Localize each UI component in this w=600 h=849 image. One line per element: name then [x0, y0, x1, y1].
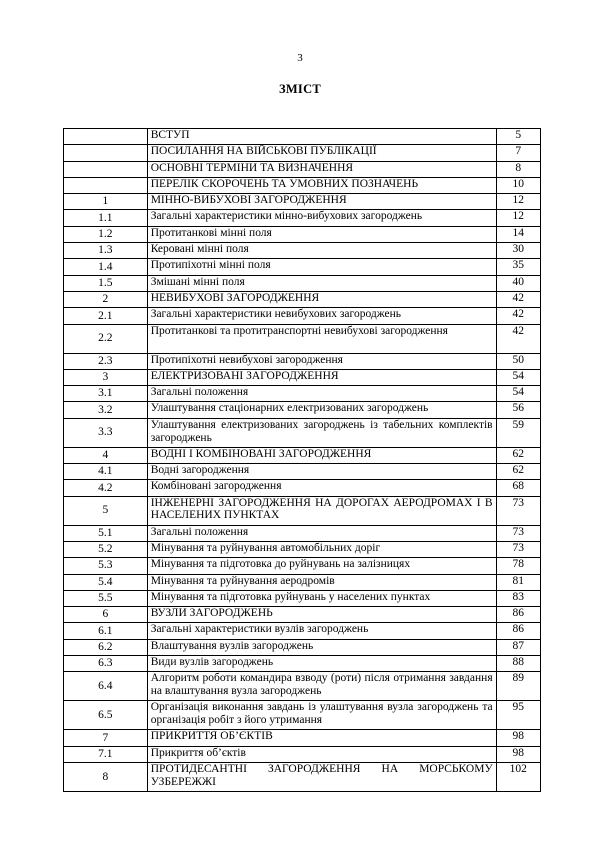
table-row	[64, 161, 541, 177]
page-reference: 8	[496, 161, 540, 177]
section-number: 8	[64, 762, 148, 791]
section-number: 3.1	[64, 386, 148, 402]
section-title: Алгоритм роботи командира взводу (роти) після отримання завдання на влаштування вузла загороджень	[147, 672, 496, 701]
page-reference: 54	[496, 386, 540, 402]
section-title: Загальні характеристики вузлів загороджень	[147, 623, 496, 639]
section-number: 5.1	[64, 525, 148, 541]
page-reference: 42	[496, 324, 540, 353]
table-row	[64, 145, 541, 161]
section-title: Види вузлів загороджень	[147, 656, 496, 672]
table-row	[64, 308, 541, 324]
table-row	[64, 369, 541, 385]
section-title: Загальні положення	[147, 386, 496, 402]
section-number: 5.4	[64, 574, 148, 590]
table-row	[64, 656, 541, 672]
section-number: 3	[64, 369, 148, 385]
section-title: Мінування та руйнування аеродромів	[147, 574, 496, 590]
table-row	[64, 386, 541, 402]
section-number: 2	[64, 291, 148, 307]
page-reference: 83	[496, 590, 540, 606]
section-number: 1	[64, 194, 148, 210]
section-title: Влаштування вузлів загороджень	[147, 639, 496, 655]
section-number: 6.3	[64, 656, 148, 672]
table-row	[64, 701, 541, 730]
section-number: 6	[64, 607, 148, 623]
section-title: ПОСИЛАННЯ НА ВІЙСЬКОВІ ПУБЛІКАЦІЇ	[147, 145, 496, 161]
section-title: Змішані мінні поля	[147, 275, 496, 291]
section-title: НЕВИБУХОВІ ЗАГОРОДЖЕННЯ	[147, 291, 496, 307]
page-reference: 30	[496, 243, 540, 259]
section-number	[64, 177, 148, 193]
section-title: ВСТУП	[147, 129, 496, 145]
page-reference: 78	[496, 558, 540, 574]
page-reference: 40	[496, 275, 540, 291]
section-title: Мінування та руйнування автомобільних доріг	[147, 541, 496, 557]
page-reference: 95	[496, 701, 540, 730]
section-title: Загальні положення	[147, 525, 496, 541]
page-reference: 5	[496, 129, 540, 145]
page-reference: 98	[496, 730, 540, 746]
page-reference: 73	[496, 525, 540, 541]
section-title: ВОДНІ І КОМБІНОВАНІ ЗАГОРОДЖЕННЯ	[147, 447, 496, 463]
section-number: 6.2	[64, 639, 148, 655]
section-number: 4.1	[64, 464, 148, 480]
section-number: 7.1	[64, 746, 148, 762]
page-reference: 86	[496, 623, 540, 639]
table-row	[64, 447, 541, 463]
section-title: Водні загородження	[147, 464, 496, 480]
page-reference: 87	[496, 639, 540, 655]
page-reference: 68	[496, 480, 540, 496]
table-row	[64, 194, 541, 210]
table-row	[64, 402, 541, 418]
table-of-contents	[63, 128, 541, 792]
table-row	[64, 574, 541, 590]
section-title: Улаштування стаціонарних електризованих загороджень	[147, 402, 496, 418]
section-number: 5	[64, 496, 148, 525]
table-row	[64, 177, 541, 193]
table-row	[64, 762, 541, 791]
section-number: 3.3	[64, 418, 148, 447]
section-title: Загальні характеристики невибухових загороджень	[147, 308, 496, 324]
table-row	[64, 464, 541, 480]
table-row	[64, 324, 541, 353]
toc-body	[64, 129, 541, 792]
section-number: 1.5	[64, 275, 148, 291]
page-reference: 62	[496, 464, 540, 480]
section-number: 2.3	[64, 353, 148, 369]
page-reference: 88	[496, 656, 540, 672]
table-row	[64, 353, 541, 369]
table-row	[64, 226, 541, 242]
table-row	[64, 275, 541, 291]
table-row	[64, 623, 541, 639]
page-reference: 73	[496, 541, 540, 557]
page-reference: 62	[496, 447, 540, 463]
table-row	[64, 525, 541, 541]
section-title: ЕЛЕКТРИЗОВАНІ ЗАГОРОДЖЕННЯ	[147, 369, 496, 385]
section-number: 4	[64, 447, 148, 463]
page-reference: 10	[496, 177, 540, 193]
page-reference: 86	[496, 607, 540, 623]
table-row	[64, 639, 541, 655]
section-number: 6.5	[64, 701, 148, 730]
section-number: 5.5	[64, 590, 148, 606]
table-row	[64, 730, 541, 746]
section-number	[64, 129, 148, 145]
section-title: Протитанкові та протитранспортні невибухові загородження	[147, 324, 496, 353]
table-row	[64, 496, 541, 525]
section-number: 1.1	[64, 210, 148, 226]
section-title: ВУЗЛИ ЗАГОРОДЖЕНЬ	[147, 607, 496, 623]
section-title: Улаштування електризованих загороджень із табельних комплектів загороджень	[147, 418, 496, 447]
section-title: Керовані мінні поля	[147, 243, 496, 259]
table-row	[64, 558, 541, 574]
section-number	[64, 145, 148, 161]
table-row	[64, 590, 541, 606]
section-title: МІННО-ВИБУХОВІ ЗАГОРОДЖЕННЯ	[147, 194, 496, 210]
section-title: ОСНОВНІ ТЕРМІНИ ТА ВИЗНАЧЕННЯ	[147, 161, 496, 177]
section-number: 5.3	[64, 558, 148, 574]
section-title: ІНЖЕНЕРНІ ЗАГОРОДЖЕННЯ НА ДОРОГАХ АЕРОДРОМАХ І В НАСЕЛЕНИХ ПУНКТАХ	[147, 496, 496, 525]
section-title: Загальні характеристики мінно-вибухових загороджень	[147, 210, 496, 226]
page-reference: 12	[496, 194, 540, 210]
section-number: 2.1	[64, 308, 148, 324]
page-reference: 102	[496, 762, 540, 791]
section-title: Мінування та підготовка руйнувань у населених пунктах	[147, 590, 496, 606]
page-reference: 50	[496, 353, 540, 369]
section-number: 5.2	[64, 541, 148, 557]
page-reference: 42	[496, 291, 540, 307]
page-reference: 56	[496, 402, 540, 418]
table-row	[64, 746, 541, 762]
page-reference: 59	[496, 418, 540, 447]
page-reference: 12	[496, 210, 540, 226]
section-title: Протипіхотні мінні поля	[147, 259, 496, 275]
table-row	[64, 129, 541, 145]
table-row	[64, 607, 541, 623]
section-number: 3.2	[64, 402, 148, 418]
section-number: 1.2	[64, 226, 148, 242]
section-number: 7	[64, 730, 148, 746]
section-title: ПЕРЕЛІК СКОРОЧЕНЬ ТА УМОВНИХ ПОЗНАЧЕНЬ	[147, 177, 496, 193]
section-title: Мінування та підготовка до руйнувань на залізницях	[147, 558, 496, 574]
page-reference: 54	[496, 369, 540, 385]
table-row	[64, 259, 541, 275]
table-row	[64, 418, 541, 447]
section-title: ПРОТИДЕСАНТНІ ЗАГОРОДЖЕННЯ НА МОРСЬКОМУ УЗБЕРЕЖЖІ	[147, 762, 496, 791]
table-row	[64, 210, 541, 226]
section-number	[64, 161, 148, 177]
section-title: Прикриття об’єктів	[147, 746, 496, 762]
table-row	[64, 291, 541, 307]
section-number: 1.4	[64, 259, 148, 275]
section-title: ПРИКРИТТЯ ОБ’ЄКТІВ	[147, 730, 496, 746]
page-reference: 98	[496, 746, 540, 762]
section-number: 4.2	[64, 480, 148, 496]
section-number: 1.3	[64, 243, 148, 259]
section-title: Організація виконання завдань із улаштування вузла загороджень та організація робіт з його утримання	[147, 701, 496, 730]
section-title: Протитанкові мінні поля	[147, 226, 496, 242]
page-title: ЗМІСТ	[278, 82, 322, 96]
section-number: 2.2	[64, 324, 148, 353]
page-number: 3	[297, 52, 303, 64]
page-reference: 42	[496, 308, 540, 324]
page-reference: 89	[496, 672, 540, 701]
table-row	[64, 672, 541, 701]
section-number: 6.4	[64, 672, 148, 701]
section-title: Комбіновані загородження	[147, 480, 496, 496]
page-reference: 73	[496, 496, 540, 525]
page-reference: 14	[496, 226, 540, 242]
page-reference: 81	[496, 574, 540, 590]
table-row	[64, 243, 541, 259]
section-title: Протипіхотні невибухові загородження	[147, 353, 496, 369]
page-reference: 35	[496, 259, 540, 275]
table-row	[64, 541, 541, 557]
table-row	[64, 480, 541, 496]
section-number: 6.1	[64, 623, 148, 639]
page-reference: 7	[496, 145, 540, 161]
